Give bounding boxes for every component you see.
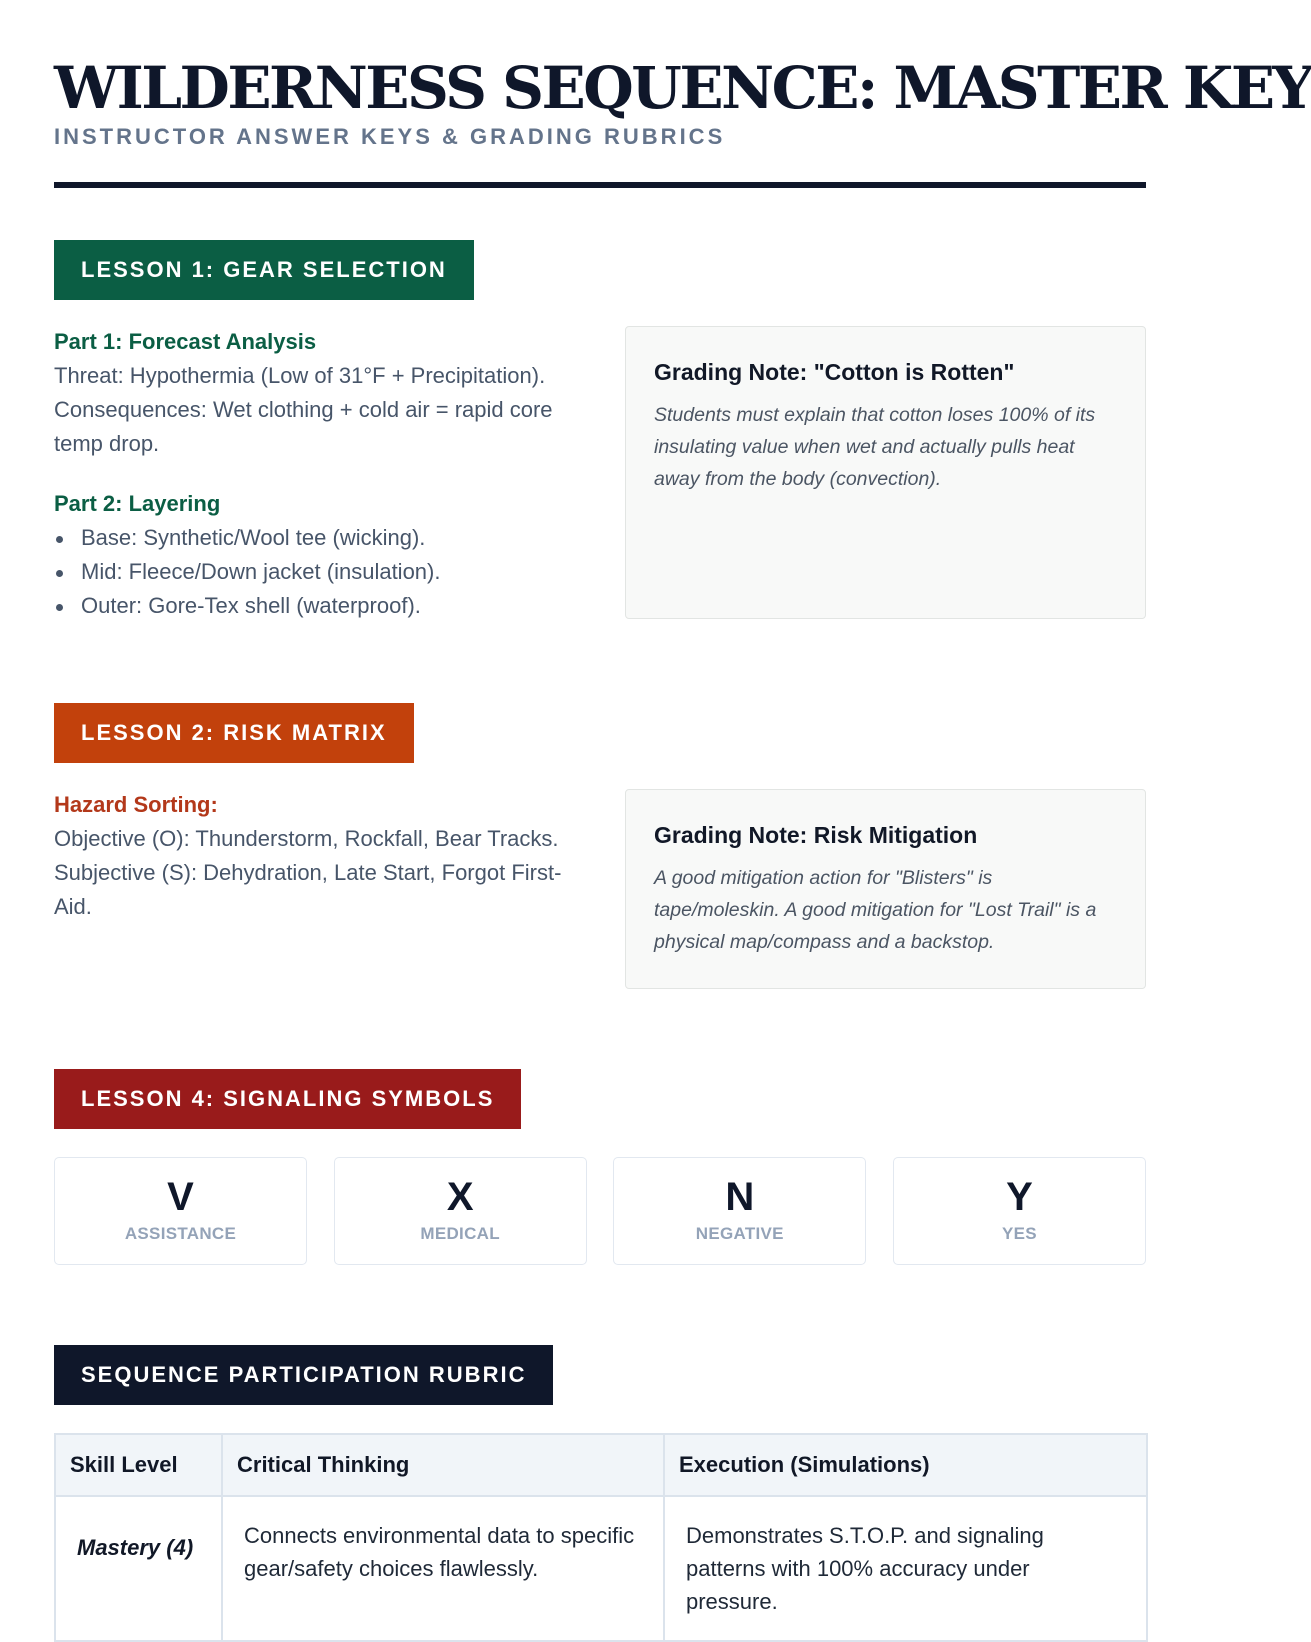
grading-note-body: A good mitigation action for "Blisters" is tape/moleskin. A good mitigation for "Lost Trail" is a physical map/compass and a backstop.	[654, 867, 1097, 953]
lesson-1-content	[54, 326, 1146, 623]
table-row	[55, 1496, 1147, 1641]
table-header-row	[55, 1434, 1147, 1496]
forecast-analysis-text: Threat: Hypothermia (Low of 31°F + Precipitation). Consequences: Wet clothing + cold air = rapid core temp drop.	[54, 363, 553, 456]
lesson-2-content	[54, 789, 1146, 989]
forecast-analysis-heading: Part 1: Forecast Analysis	[54, 329, 317, 354]
hazard-sorting-heading: Hazard Sorting:	[54, 792, 218, 817]
critical-thinking-cell: Connects environmental data to specific gear/safety choices flawlessly.	[222, 1496, 664, 1641]
symbol-letter: X	[446, 1175, 474, 1219]
lesson-1-answers	[54, 325, 574, 623]
layering-block	[54, 487, 574, 623]
list-item: Base: Synthetic/Wool tee (wicking).	[54, 521, 574, 555]
grading-note-title: Grading Note: "Cotton is Rotten"	[654, 359, 1015, 385]
list-item: Outer: Gore-Tex shell (waterproof).	[54, 589, 574, 623]
column-header-execution: Execution (Simulations)	[664, 1434, 1147, 1496]
lesson-4-section	[54, 1069, 1146, 1265]
execution-cell: Demonstrates S.T.O.P. and signaling patterns with 100% accuracy under pressure.	[664, 1496, 1147, 1641]
lesson-1-section	[54, 240, 1146, 623]
lesson-4-banner: LESSON 4: SIGNALING SYMBOLS	[54, 1069, 521, 1129]
symbol-card-assistance	[54, 1157, 307, 1265]
objective-hazards: Objective (O): Thunderstorm, Rockfall, Bear Tracks.	[54, 826, 559, 851]
lesson-2-banner: LESSON 2: RISK MATRIX	[54, 703, 414, 763]
lesson-2-section	[54, 703, 1146, 989]
column-header-critical-thinking: Critical Thinking	[222, 1434, 664, 1496]
rubric-section	[54, 1345, 1146, 1642]
forecast-analysis-block	[54, 325, 574, 461]
skill-level-cell: Mastery (4)	[55, 1496, 222, 1641]
signal-symbol-grid	[54, 1157, 1146, 1265]
document-title: WILDERNESS SEQUENCE: MASTER KEY	[54, 54, 1311, 122]
layering-list	[54, 521, 574, 623]
grading-note-title: Grading Note: Risk Mitigation	[654, 822, 978, 848]
grading-note-body: Students must explain that cotton loses 100% of its insulating value when wet and actually pulls heat away from the body (convection).	[654, 404, 1096, 490]
document-subtitle: INSTRUCTOR ANSWER KEYS & GRADING RUBRICS	[54, 124, 726, 149]
column-header-skill-level: Skill Level	[55, 1434, 222, 1496]
symbol-letter: Y	[1006, 1175, 1033, 1219]
lesson-1-banner: LESSON 1: GEAR SELECTION	[54, 240, 474, 300]
rubric-banner: SEQUENCE PARTICIPATION RUBRIC	[54, 1345, 553, 1405]
lesson-2-answers	[54, 788, 574, 989]
symbol-card-medical	[334, 1157, 587, 1265]
symbol-meaning: MEDICAL	[420, 1224, 500, 1243]
symbol-meaning: ASSISTANCE	[124, 1224, 237, 1243]
symbol-letter: N	[725, 1175, 755, 1219]
symbol-meaning: NEGATIVE	[695, 1224, 784, 1243]
risk-mitigation-grading-note	[625, 789, 1146, 989]
cotton-grading-note	[625, 326, 1146, 619]
symbol-card-yes	[893, 1157, 1146, 1265]
title-divider	[54, 182, 1146, 188]
subjective-hazards: Subjective (S): Dehydration, Late Start, Forgot First-Aid.	[54, 860, 562, 919]
participation-rubric-table	[54, 1433, 1148, 1642]
symbol-card-negative	[613, 1157, 866, 1265]
document-header	[54, 0, 1311, 188]
list-item: Mid: Fleece/Down jacket (insulation).	[54, 555, 574, 589]
symbol-meaning: YES	[1002, 1224, 1037, 1243]
symbol-letter: V	[167, 1175, 194, 1219]
layering-heading: Part 2: Layering	[54, 491, 221, 516]
